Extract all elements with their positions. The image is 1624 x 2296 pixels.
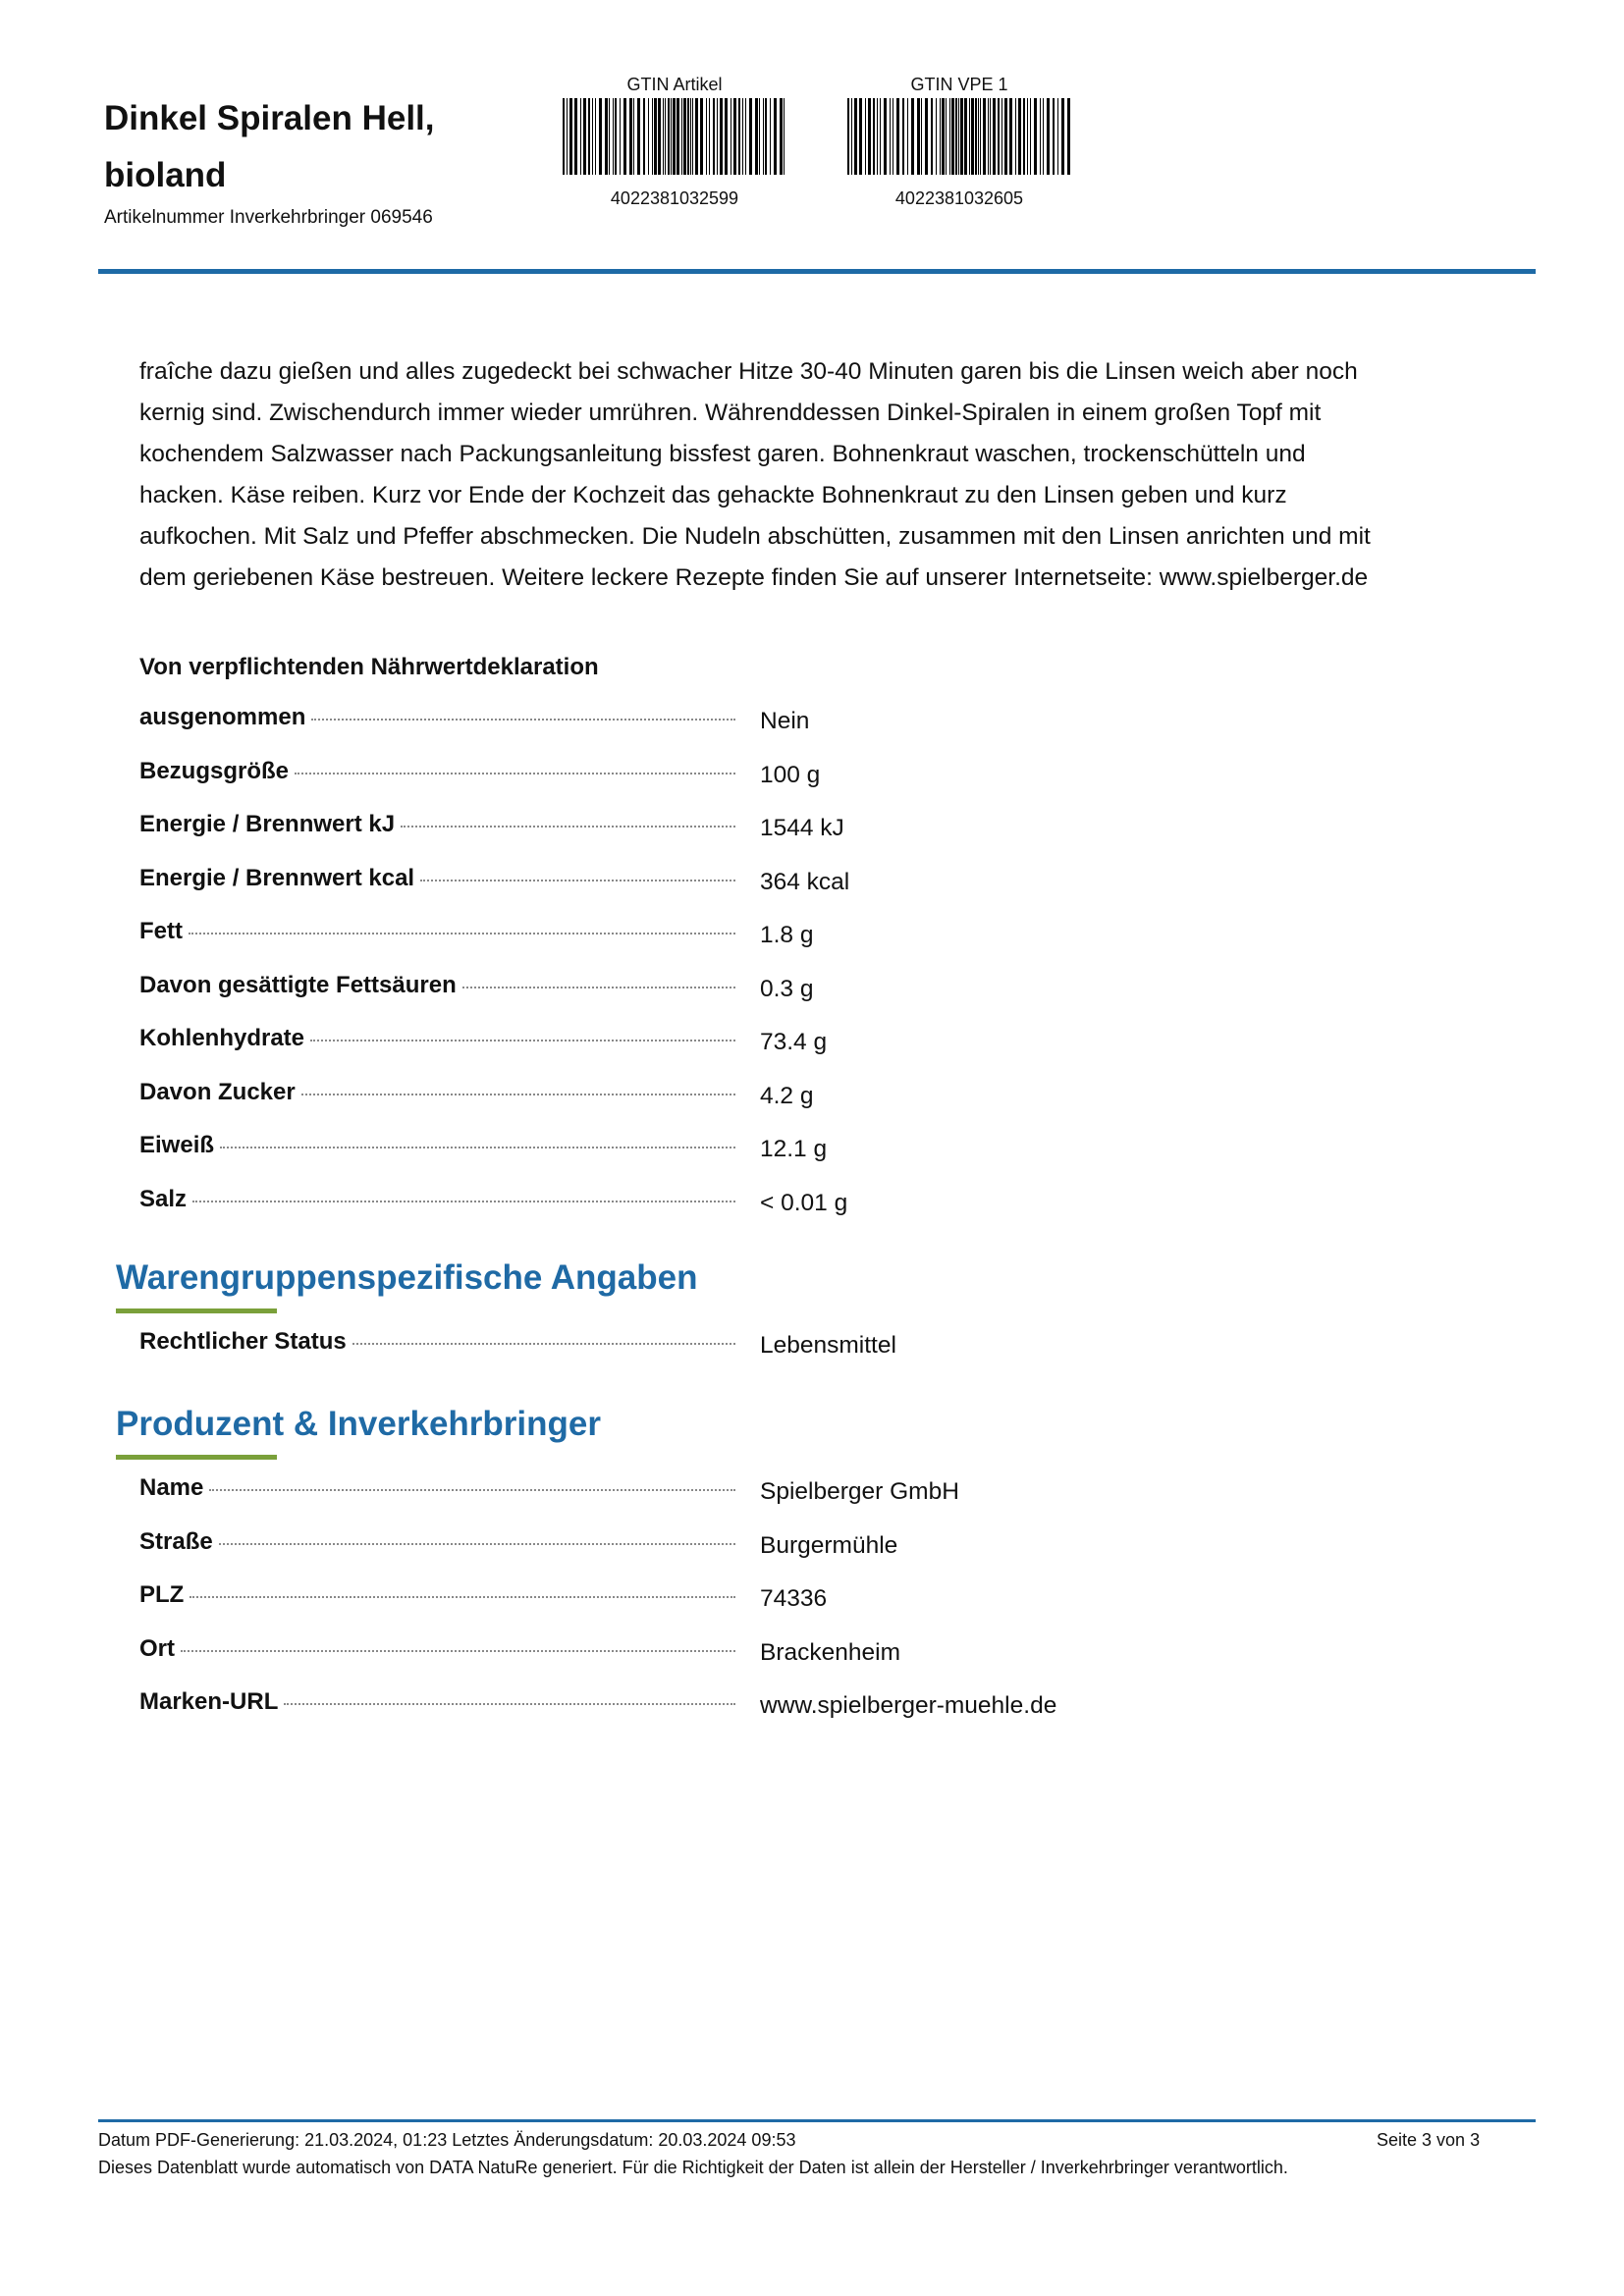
row-label: Fett	[139, 918, 183, 944]
data-row	[139, 1019, 1416, 1058]
row-label-wrap	[139, 1635, 735, 1663]
row-value: 73.4 g	[760, 1029, 828, 1055]
data-row	[139, 1629, 1416, 1669]
dot-leader	[301, 1094, 735, 1095]
data-row	[139, 1575, 1416, 1615]
dot-leader	[189, 1596, 735, 1598]
footer-dates: Datum PDF-Generierung: 21.03.2024, 01:23 Letztes Änderungsdatum: 20.03.2024 09:53	[98, 2130, 796, 2150]
section-underline-produzent	[116, 1455, 277, 1460]
data-row	[139, 912, 1416, 951]
article-number: Artikelnummer Inverkehrbringer 069546	[104, 207, 433, 228]
footer-divider	[98, 2119, 1536, 2122]
section-underline-warengruppe	[116, 1308, 277, 1313]
header-divider	[98, 269, 1536, 274]
row-label: Davon gesättigte Fettsäuren	[139, 971, 457, 998]
section-title-produzent: Produzent & Inverkehrbringer	[116, 1405, 601, 1443]
gtin-vpe-number: 4022381032605	[894, 188, 1024, 208]
dot-leader	[284, 1703, 735, 1705]
gtin-article-barcode	[561, 98, 788, 175]
row-label: Name	[139, 1474, 204, 1501]
dot-leader	[220, 1147, 735, 1148]
dot-leader	[189, 933, 735, 934]
row-label: PLZ	[139, 1581, 185, 1608]
row-value: Nein	[760, 708, 810, 734]
row-value: 1.8 g	[760, 922, 814, 948]
row-label-wrap	[139, 758, 735, 785]
row-label-wrap	[139, 865, 735, 892]
data-row	[139, 698, 1416, 737]
row-label: Marken-URL	[139, 1688, 279, 1715]
footer-disclaimer: Dieses Datenblatt wurde automatisch von DATA NatuRe generiert. Für die Richtigkeit der Daten ist allein der Hersteller / Inverkehrbringer verantwortlich.	[98, 2158, 1288, 2177]
row-value: 100 g	[760, 761, 821, 788]
row-label: Straße	[139, 1527, 213, 1555]
gtin-article-number: 4022381032599	[610, 188, 739, 208]
row-value: 0.3 g	[760, 975, 814, 1002]
row-label-wrap	[139, 1581, 735, 1609]
dot-leader	[192, 1201, 735, 1202]
data-row	[139, 752, 1416, 791]
row-label: Kohlenhydrate	[139, 1025, 305, 1051]
recipe-text: fraîche dazu gießen und alles zugedeckt bei schwacher Hitze 30-40 Minuten garen bis die Linsen weich aber noch kernig sind. Zwischendurch immer wieder umrühren. Währenddessen Dinkel-Spiralen in einem großen Topf mit kochendem Salzwasser nach Packungsanleitung bissfest garen. Bohnenkraut waschen, trockenschütteln und hacken. Käse reiben. Kurz vor Ende der Kochzeit das gehackte Bohnenkraut zu den Linsen geben und kurz aufkochen. Mit Salz und Pfeffer abschmecken. Die Nudeln abschütten, zusammen mit den Linsen anrichten und mit dem geriebenen Käse bestreuen. Weitere leckere Rezepte finden Sie auf unserer Internetseite: www.spielberger.de	[139, 358, 1371, 591]
dot-leader	[420, 880, 735, 881]
row-label-wrap	[139, 1186, 735, 1213]
nutrition-heading: Von verpflichtenden Nährwertdeklaration	[139, 654, 599, 680]
row-label: Energie / Brennwert kcal	[139, 864, 415, 891]
row-value: Spielberger GmbH	[760, 1478, 959, 1505]
row-value: 364 kcal	[760, 868, 850, 895]
row-label: Eiweiß	[139, 1132, 215, 1158]
dot-leader	[295, 773, 735, 774]
data-row	[139, 1126, 1416, 1165]
footer-page-number: Seite 3 von 3	[1377, 2130, 1481, 2150]
row-value: 12.1 g	[760, 1136, 828, 1162]
row-value: 4.2 g	[760, 1082, 814, 1109]
data-row	[139, 1522, 1416, 1562]
gtin-vpe-barcode	[845, 98, 1073, 175]
row-label: Davon Zucker	[139, 1078, 296, 1105]
row-label: ausgenommen	[139, 704, 306, 730]
row-label-wrap	[139, 1688, 735, 1716]
dot-leader	[401, 826, 735, 828]
dot-leader	[219, 1543, 735, 1545]
row-label: Salz	[139, 1185, 188, 1212]
row-value: 1544 kJ	[760, 815, 844, 841]
row-value: www.spielberger-muehle.de	[760, 1692, 1057, 1719]
dot-leader	[352, 1343, 735, 1345]
product-title: Dinkel Spiralen Hell, bioland	[104, 99, 435, 194]
row-label-wrap	[139, 704, 735, 731]
data-row	[139, 805, 1416, 844]
row-label-wrap	[139, 1079, 735, 1106]
row-value: < 0.01 g	[760, 1189, 848, 1216]
section-title-warengruppe: Warengruppenspezifische Angaben	[116, 1258, 698, 1297]
row-label: Energie / Brennwert kJ	[139, 811, 396, 837]
gtin-vpe-label: GTIN VPE 1	[910, 75, 1008, 94]
dot-leader	[209, 1489, 735, 1491]
row-value: Burgermühle	[760, 1531, 898, 1559]
row-label: Ort	[139, 1634, 175, 1662]
data-row	[139, 1180, 1416, 1219]
gtin-article-block	[557, 73, 792, 209]
dot-leader	[181, 1650, 735, 1652]
row-value: Lebensmittel	[760, 1332, 896, 1359]
row-label-wrap	[139, 1528, 735, 1556]
row-label-wrap	[139, 972, 735, 999]
gtin-vpe-block	[841, 73, 1077, 209]
data-row	[139, 859, 1416, 898]
row-label-wrap	[139, 1474, 735, 1502]
data-row	[139, 1322, 1416, 1362]
data-row	[139, 1468, 1416, 1508]
row-value: 74336	[760, 1585, 828, 1612]
row-label-wrap	[139, 918, 735, 945]
row-label-wrap	[139, 1025, 735, 1052]
dot-leader	[310, 1040, 735, 1041]
row-label: Bezugsgröße	[139, 757, 290, 784]
row-label-wrap	[139, 1132, 735, 1159]
gtin-article-label: GTIN Artikel	[626, 75, 723, 94]
dot-leader	[311, 719, 735, 721]
data-row	[139, 1682, 1416, 1722]
row-label: Rechtlicher Status	[139, 1328, 347, 1355]
row-value: Brackenheim	[760, 1638, 900, 1666]
dot-leader	[462, 987, 735, 988]
data-row	[139, 966, 1416, 1005]
row-label-wrap	[139, 1328, 735, 1356]
row-label-wrap	[139, 811, 735, 838]
data-row	[139, 1073, 1416, 1112]
